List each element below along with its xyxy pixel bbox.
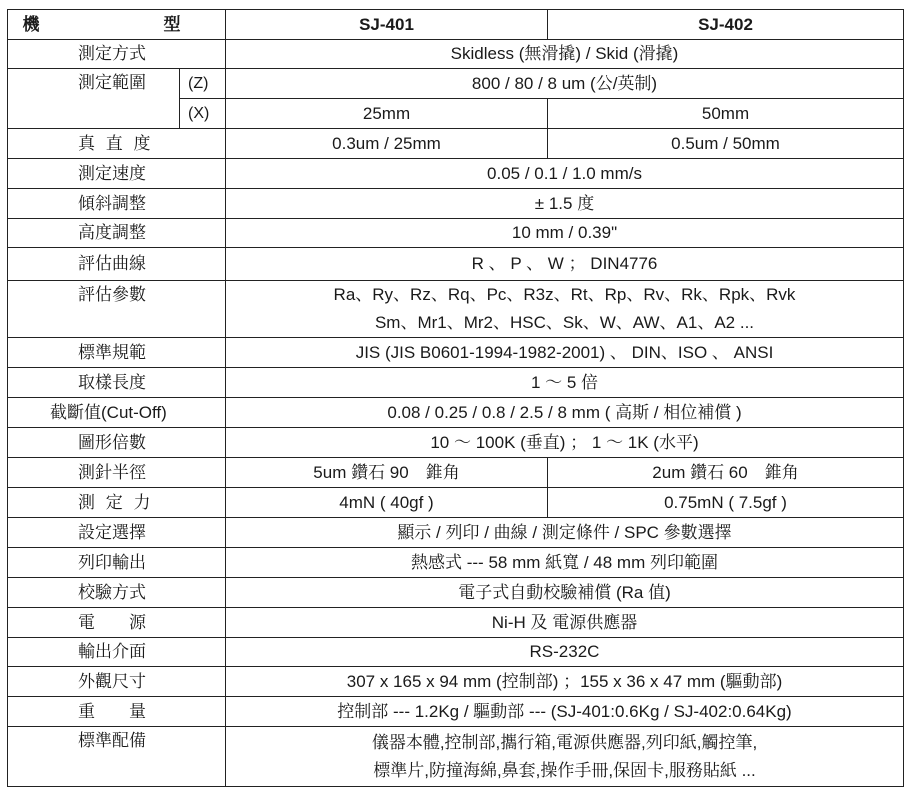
row-label: 標準規範 [8,338,226,368]
row-value: 控制部 --- 1.2Kg / 驅動部 --- (SJ-401:0.6Kg / SJ-402:0.64Kg) [226,697,904,727]
row-value: 0.08 / 0.25 / 0.8 / 2.5 / 8 mm ( 高斯 / 相位補償 ) [226,398,904,428]
accessories-line-2: 標準片,防撞海綿,鼻套,操作手冊,保固卡,服務貼紙 ... [373,760,756,780]
row-value: JIS (JIS B0601-1994-1982-2001) 、 DIN、ISO 、 ANSI [226,338,904,368]
row-weight [8,697,904,727]
row-value: 10 ～ 100K (垂直) ； 1 ～ 1K (水平) [226,428,904,458]
row-accessories [8,727,904,787]
row-tilt [8,189,904,219]
row-label: 測定方式 [8,40,226,69]
row-label: 真 直 度 [8,129,226,159]
row-interface [8,638,904,667]
row-label: 列印輸出 [8,548,226,578]
row-value: RS-232C [226,638,904,667]
row-stylus [8,458,904,488]
row-label: 高度調整 [8,219,226,248]
row-label: 評估曲線 [8,248,226,281]
range-x-402: 50mm [548,99,904,129]
row-sample-length [8,368,904,398]
row-value: 顯示 / 列印 / 曲線 / 測定條件 / SPC 參數選擇 [226,518,904,548]
row-label: 圖形倍數 [8,428,226,458]
row-label: 取樣長度 [8,368,226,398]
row-label: 重 量 [8,697,226,727]
row-magnification [8,428,904,458]
params-values [226,281,904,338]
axis-z-label: (Z) [180,69,226,99]
row-value: ± 1.5 度 [226,189,904,219]
row-label: 測定速度 [8,159,226,189]
row-print [8,548,904,578]
straightness-402: 0.5um / 50mm [548,129,904,159]
row-force [8,488,904,518]
row-settings [8,518,904,548]
model-label: 機 型 [8,10,226,40]
row-label: 測 定 力 [8,488,226,518]
params-line-2: Sm、Mr1、Mr2、HSC、Sk、W、AW、A1、A2 ... [374,313,755,332]
range-z-value: 800 / 80 / 8 um (公/英制) [226,69,904,99]
force-402: 0.75mN ( 7.5gf ) [548,488,904,518]
row-label: 外觀尺寸 [8,667,226,697]
accessories-line-1: 儀器本體,控制部,攜行箱,電源供應器,列印紙,觸控筆, [371,732,758,752]
row-cutoff [8,398,904,428]
row-value: 1 ～ 5 倍 [226,368,904,398]
row-value: R 、 P 、 W ； DIN4776 [226,248,904,281]
row-label: 標準配備 [8,727,226,787]
row-label: 截斷值(Cut-Off) [8,398,226,428]
range-x-401: 25mm [226,99,548,129]
row-calibration [8,578,904,608]
model-sj402: SJ-402 [548,10,904,40]
row-value: 電子式自動校驗補償 (Ra 值) [226,578,904,608]
row-speed [8,159,904,189]
row-curve [8,248,904,281]
axis-x-label: (X) [180,99,226,129]
row-label: 測定範圍 [8,69,180,129]
row-standard [8,338,904,368]
force-401: 4mN ( 40gf ) [226,488,548,518]
row-height [8,219,904,248]
row-label: 電 源 [8,608,226,638]
row-value: 307 x 165 x 94 mm (控制部) ；155 x 36 x 47 mm (驅動部) [226,667,904,697]
row-label: 輸出介面 [8,638,226,667]
header-row [8,10,904,40]
row-label: 校驗方式 [8,578,226,608]
row-value: Ni-H 及 電源供應器 [226,608,904,638]
straightness-401: 0.3um / 25mm [226,129,548,159]
row-power [8,608,904,638]
model-sj401: SJ-401 [226,10,548,40]
row-label: 設定選擇 [8,518,226,548]
row-label: 評估參數 [8,281,226,338]
row-value: Skidless (無滑撬) / Skid (滑撬) [226,40,904,69]
row-measure-method [8,40,904,69]
row-label: 傾斜調整 [8,189,226,219]
accessories-values [226,727,904,787]
params-line-1: Ra、Ry、Rz、Rq、Pc、R3z、Rt、Rp、Rv、Rk、Rpk、Rvk [333,285,796,304]
stylus-402: 2um 鑽石 60 錐角 [548,458,904,488]
row-dimensions [8,667,904,697]
row-value: 0.05 / 0.1 / 1.0 mm/s [226,159,904,189]
row-straightness [8,129,904,159]
stylus-401: 5um 鑽石 90 錐角 [226,458,548,488]
row-value: 10 mm / 0.39" [226,219,904,248]
row-value: 熱感式 --- 58 mm 紙寬 / 48 mm 列印範圍 [226,548,904,578]
row-params [8,281,904,338]
row-measure-range-z [8,69,904,99]
row-label: 測針半徑 [8,458,226,488]
spec-table [7,9,904,787]
